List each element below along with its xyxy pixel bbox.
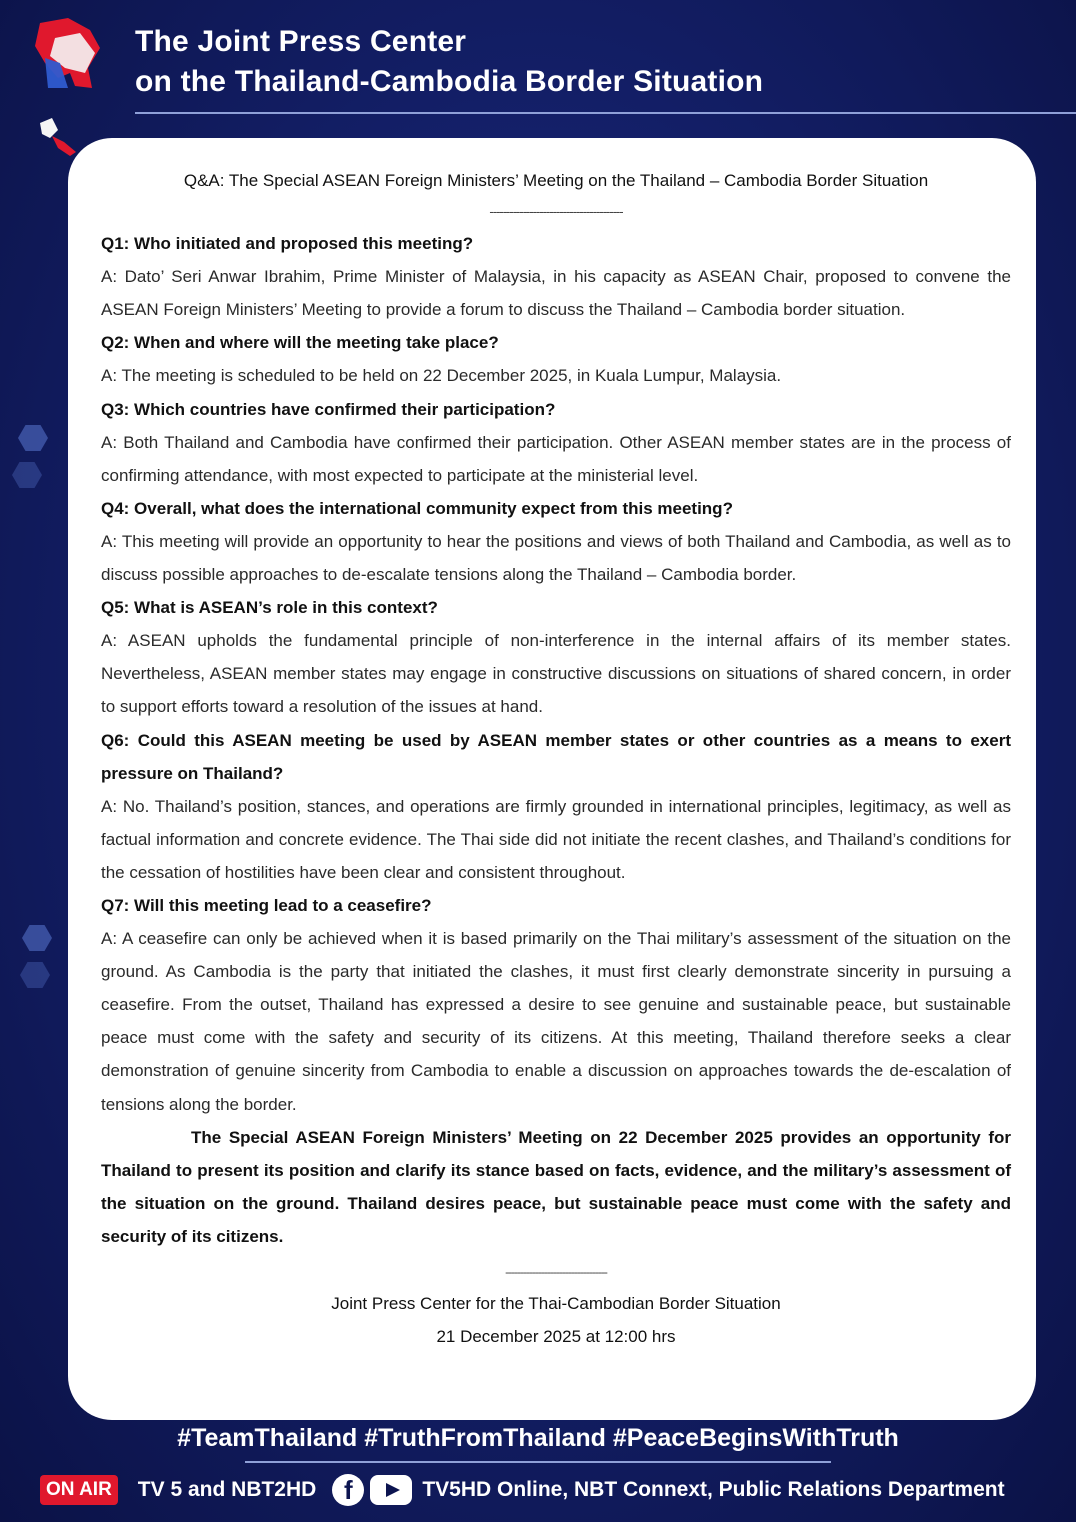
issue-date: 21 December 2025 at 12:00 hrs (436, 1327, 676, 1347)
hexagon-decoration (22, 925, 52, 951)
header-divider (135, 112, 1076, 114)
question-6: Q6: Could this ASEAN meeting be used by ASEAN member states or other countries as a means to exert pressure on Thailand? (101, 730, 1011, 783)
online-channels: TV5HD Online, NBT Connext, Public Relations Department (422, 1478, 1005, 1501)
hexagon-decoration (18, 425, 48, 451)
header-title-line2: on the Thailand-Cambodia Border Situation (135, 65, 764, 98)
question-1: Q1: Who initiated and proposed this meeting? (101, 234, 474, 254)
answer-1: A: Dato’ Seri Anwar Ibrahim, Prime Minister of Malaysia, in his capacity as ASEAN Chair, proposed to convene the ASEAN Foreign Ministers’ Meeting to provide a forum to discuss the Thailand – Cambodia border situation. (101, 267, 1011, 320)
title-separator: ---------------------------------------- (489, 204, 623, 220)
answer-6: A: No. Thailand’s position, stances, and operations are firmly grounded in international principles, legitimacy, as well as factual information and concrete evidence. The Thai side did not initiate the recent clashes, and Thailand’s conditions for the cessation of hostilities have been clear and consistent throughout. (101, 796, 1011, 882)
answer-2: A: The meeting is scheduled to be held on 22 December 2025, in Kuala Lumpur, Malaysia. (101, 366, 782, 386)
hexagon-decoration (12, 462, 42, 488)
answer-5: A: ASEAN upholds the fundamental principle of non-interference in the internal affairs of its member states. Nevertheless, ASEAN member states may engage in constructive discussions on situations of shared concern, in order to support efforts toward a resolution of the issues at hand. (101, 631, 1011, 717)
document-card (68, 138, 1036, 1420)
document-title: Q&A: The Special ASEAN Foreign Ministers’ Meeting on the Thailand – Cambodia Border Situation (183, 171, 929, 190)
answer-7: A: A ceasefire can only be achieved when it is based primarily on the Thai military’s assessment of the situation on the ground. As Cambodia is the party that initiated the clashes, it must first clearly demonstrate sincerity in pursuing a ceasefire. From the outset, Thailand has expressed a desire to see genuine and sustainable peace, but sustainable peace must come with the safety and security of its citizens. At this meeting, Thailand therefore seeks a clear demonstration of genuine sincerity from Cambodia to enable a discussion on approaches towards the de-escalation of tensions along the border. (101, 929, 1011, 1114)
answer-3: A: Both Thailand and Cambodia have confirmed their participation. Other ASEAN member states are in the process of confirming attendance, with most expected to participate at the ministerial level. (101, 432, 1011, 485)
question-7: Q7: Will this meeting lead to a ceasefire? (101, 895, 432, 915)
thailand-map-logo (30, 18, 110, 158)
youtube-icon (370, 1475, 412, 1505)
tv-channels: TV 5 and NBT2HD (137, 1478, 317, 1501)
question-3: Q3: Which countries have confirmed their participation? (101, 399, 556, 419)
header-title-line1: The Joint Press Center (135, 25, 467, 58)
question-5: Q5: What is ASEAN’s role in this context? (101, 598, 438, 618)
on-air-badge: ON AIR (40, 1475, 118, 1505)
document-content (101, 164, 1011, 1353)
question-2: Q2: When and where will the meeting take place? (101, 333, 499, 353)
page-header (135, 22, 763, 102)
hexagon-decoration (20, 962, 50, 988)
answer-4: A: This meeting will provide an opportunity to hear the positions and views of both Thailand and Cambodia, as well as to discuss possible approaches to de-escalate tensions along the Thailand – Cambodia border. (101, 531, 1011, 585)
broadcast-bar (40, 1472, 1005, 1508)
footer-divider (245, 1461, 831, 1463)
summary-paragraph: The Special ASEAN Foreign Ministers’ Meeting on 22 December 2025 provides an opportunity for Thailand to present its position and clarify its stance based on facts, evidence, and the military’s assessment of the situation on the ground. Thailand desires peace, but sustainable peace must come with the safety and security of its citizens. (101, 1127, 1011, 1246)
signature: Joint Press Center for the Thai-Cambodian Border Situation (331, 1294, 781, 1313)
footer-separator: ---------------------------------- (505, 1265, 607, 1279)
facebook-icon: f (332, 1474, 364, 1506)
hashtags: #TeamThailand #TruthFromThailand #PeaceBeginsWithTruth (177, 1424, 899, 1452)
question-4: Q4: Overall, what does the international community expect from this meeting? (101, 498, 733, 518)
